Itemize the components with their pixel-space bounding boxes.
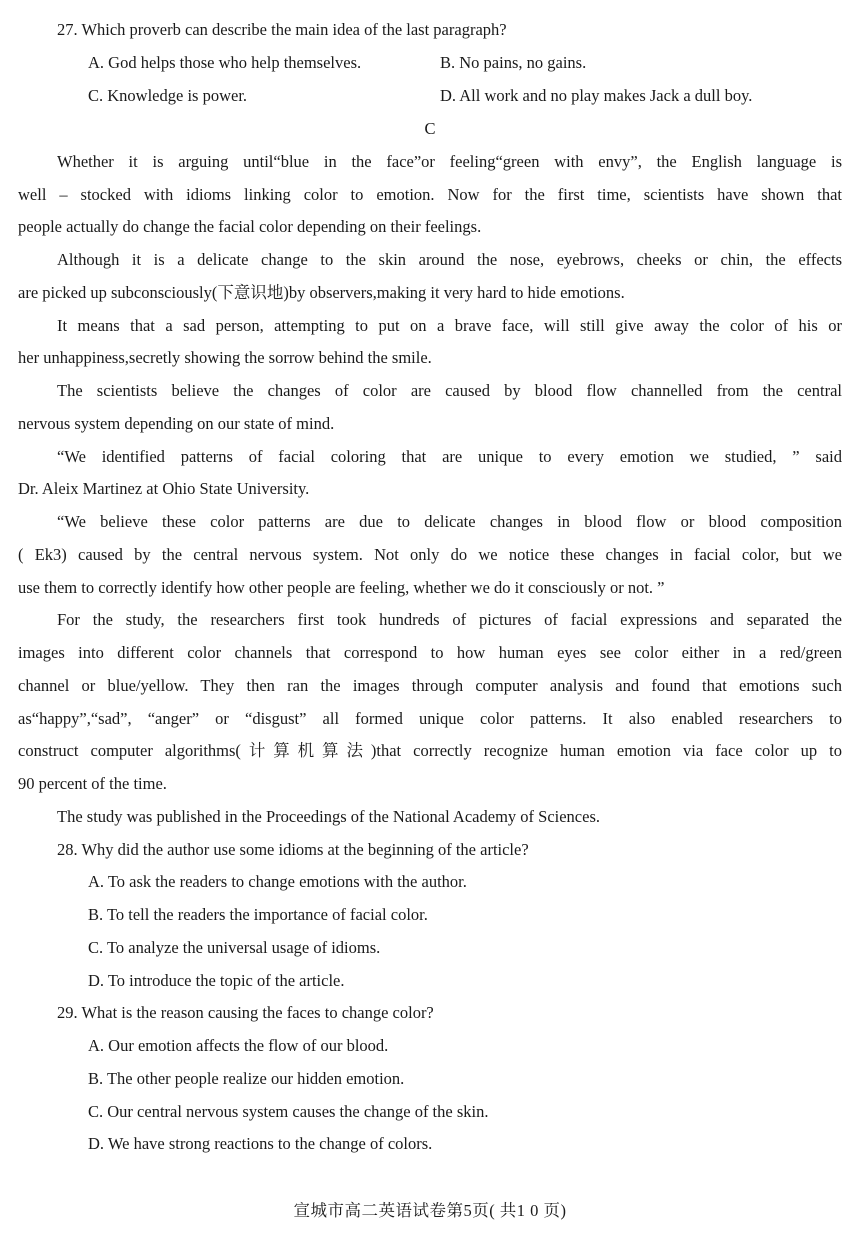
- passage-line: well – stocked with idioms linking color to emotion. Now for the first time, scientists have shown that: [18, 185, 842, 204]
- question-27-stem: 27. Which proverb can describe the main idea of the last paragraph?: [57, 20, 507, 39]
- passage-line: “We believe these color patterns are due to delicate changes in blood flow or blood composition: [57, 512, 842, 531]
- question-27-options-row-2: [88, 85, 860, 107]
- question-29-option-d: D. We have strong reactions to the change of colors.: [88, 1134, 433, 1153]
- passage-line: construct computer algorithms(计算机算法)that correctly recognize human emotion via face color up to: [18, 741, 842, 760]
- passage-line: The study was published in the Proceedings of the National Academy of Sciences.: [57, 807, 600, 826]
- passage-line: people actually do change the facial color depending on their feelings.: [18, 217, 482, 236]
- passage-line: use them to correctly identify how other people are feeling, whether we do it consciously or not. ”: [18, 578, 665, 597]
- passage-line: “We identified patterns of facial coloring that are unique to every emotion we studied, ” said: [57, 447, 842, 466]
- passage-line: For the study, the researchers first took hundreds of pictures of facial expressions and separated the: [57, 610, 842, 629]
- section-label: C: [424, 119, 436, 138]
- passage-line: ( Ek3) caused by the central nervous system. Not only do we notice these changes in facial color, but we: [18, 545, 842, 564]
- question-28-option-a: A. To ask the readers to change emotions with the author.: [88, 872, 467, 891]
- passage-line: nervous system depending on our state of mind.: [18, 414, 335, 433]
- question-29-option-b: B. The other people realize our hidden emotion.: [88, 1069, 405, 1088]
- passage-line: The scientists believe the changes of color are caused by blood flow channelled from the central: [57, 381, 842, 400]
- page-footer: 宣城市高二英语试卷第5页( 共1 0 页): [293, 1201, 567, 1220]
- question-27-options-row-1: [88, 52, 860, 74]
- question-29-stem: 29. What is the reason causing the faces to change color?: [57, 1003, 434, 1022]
- question-29-option-a: A. Our emotion affects the flow of our blood.: [88, 1036, 389, 1055]
- passage-line: It means that a sad person, attempting to put on a brave face, will still give away the color of his or: [57, 316, 842, 335]
- question-27-option-a: A. God helps those who help themselves.: [88, 53, 362, 72]
- passage-line: channel or blue/yellow. They then ran the images through computer analysis and found that emotions such: [18, 676, 842, 695]
- passage-line: Whether it is arguing until“blue in the face”or feeling“green with envy”, the English language is: [57, 152, 842, 171]
- question-27-option-d: D. All work and no play makes Jack a dull boy.: [440, 86, 753, 105]
- question-27-option-b: B. No pains, no gains.: [440, 53, 587, 72]
- question-28-option-c: C. To analyze the universal usage of idioms.: [88, 938, 381, 957]
- question-29-option-c: C. Our central nervous system causes the change of the skin.: [88, 1102, 489, 1121]
- passage-line: Although it is a delicate change to the skin around the nose, eyebrows, cheeks or chin, the effects: [57, 250, 842, 269]
- passage-line: as“happy”,“sad”, “anger” or “disgust” all formed unique color patterns. It also enabled researchers to: [18, 709, 842, 728]
- passage-line: are picked up subconsciously(下意识地)by observers,making it very hard to hide emotions.: [18, 283, 625, 302]
- passage-line: images into different color channels that correspond to how human eyes see color either in a red/green: [18, 643, 842, 662]
- question-28-option-b: B. To tell the readers the importance of facial color.: [88, 905, 428, 924]
- passage-line: Dr. Aleix Martinez at Ohio State University.: [18, 479, 310, 498]
- question-28-stem: 28. Why did the author use some idioms at the beginning of the article?: [57, 840, 529, 859]
- question-28-option-d: D. To introduce the topic of the article.: [88, 971, 345, 990]
- passage-line: 90 percent of the time.: [18, 774, 167, 793]
- question-27-option-c: C. Knowledge is power.: [88, 86, 248, 105]
- passage-line: her unhappiness,secretly showing the sorrow behind the smile.: [18, 348, 432, 367]
